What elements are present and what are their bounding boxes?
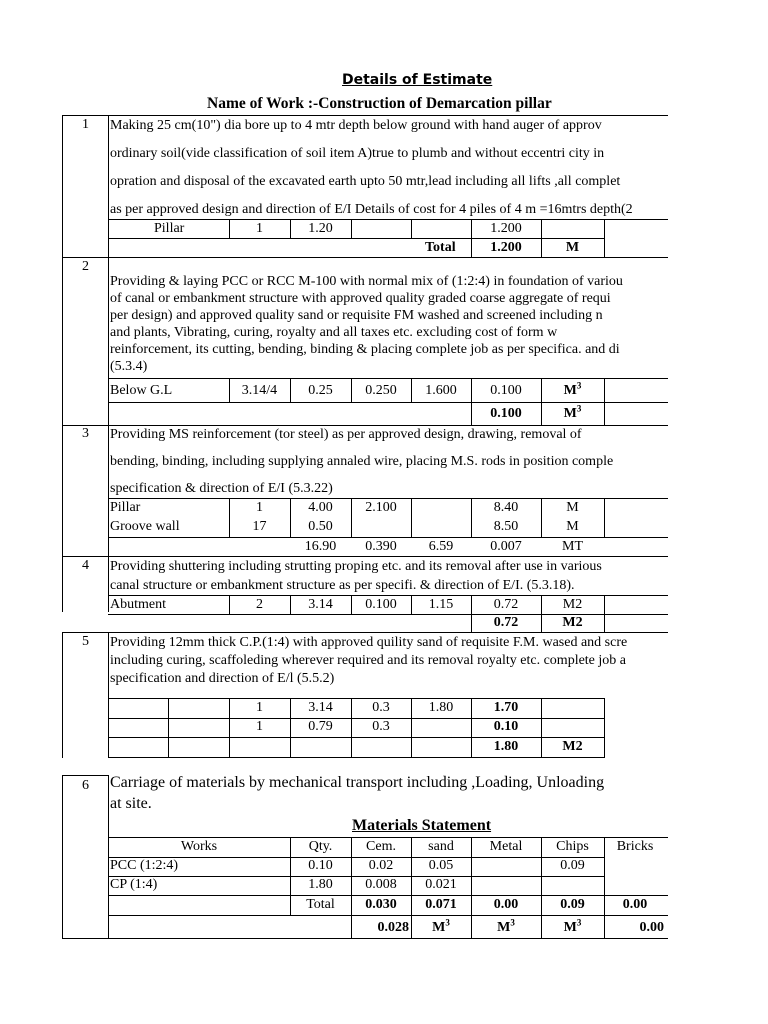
cell: 0.3 <box>372 719 390 734</box>
total-label: Total <box>425 240 456 255</box>
row-label: Abutment <box>110 597 166 612</box>
cell: 0.25 <box>308 383 333 398</box>
cell: 2 <box>256 597 263 612</box>
total-value: 1.80 <box>493 739 519 754</box>
item-description-line: of canal or embankment structure with approved quality graded coarse aggregate of requi <box>110 291 611 306</box>
rule <box>411 498 412 537</box>
rule <box>62 775 63 938</box>
rule <box>604 698 605 757</box>
cell: 0.250 <box>365 383 397 398</box>
item-description-line: Providing & laying PCC or RCC M-100 with normal mix of (1:2:4) in foundation of variou <box>110 274 623 289</box>
cell: 17 <box>252 519 267 534</box>
cell: 1.200 <box>490 221 522 236</box>
item-number: 6 <box>82 778 89 793</box>
name-of-work: Name of Work :-Construction of Demarcation pillar <box>207 95 552 112</box>
rule <box>108 915 668 916</box>
rule <box>62 775 108 776</box>
cell: 1.70 <box>493 700 519 715</box>
rule <box>62 257 668 258</box>
rule <box>62 115 668 116</box>
cell: 1 <box>256 221 263 236</box>
cell: 3.14 <box>308 597 333 612</box>
unit-cell: $M^3$ <box>432 917 450 935</box>
unit-cell: M <box>566 500 579 515</box>
rule <box>351 219 352 238</box>
item-number: 2 <box>82 259 89 274</box>
total-value: 0.00 <box>622 897 648 912</box>
cell: 8.40 <box>493 500 519 515</box>
column-header: Chips <box>556 839 589 854</box>
cell: 0.09 <box>560 858 585 873</box>
item-description-line: Carriage of materials by mechanical transport including ,Loading, Unloading <box>110 774 605 791</box>
rule <box>108 238 605 239</box>
cell: 0.007 <box>490 539 522 554</box>
cell: 0.79 <box>308 719 333 734</box>
item-description-line: Providing 12mm thick C.P.(1:4) with approved quility sand of requisite F.M. wased and scre <box>110 635 628 650</box>
unit-cell: $M^3$ <box>563 917 582 935</box>
row-label: Below G.L <box>110 383 173 398</box>
rule <box>108 378 668 379</box>
cell: 1.80 <box>308 877 333 892</box>
item-description-line: bending, binding, including supplying annaled wire, placing M.S. rods in position comple <box>110 454 614 469</box>
estimate-heading: Details of Estimate <box>342 72 493 88</box>
item-description-line: specification & direction of E/I (5.3.22) <box>110 481 333 496</box>
column-header: Cem. <box>366 839 396 854</box>
cell: 0.021 <box>425 877 457 892</box>
rule <box>108 698 605 699</box>
cell: 0.05 <box>428 858 454 873</box>
total-unit: M2 <box>562 615 583 630</box>
rule <box>604 219 605 257</box>
item-description-line: specification and direction of E/l (5.5.2) <box>110 671 335 686</box>
total-value: 0.00 <box>493 897 519 912</box>
cell: 1 <box>256 700 263 715</box>
item-description-line: reinforcement, its cutting, bending, binding & placing complete job as per specifica. and di <box>110 342 620 357</box>
item-description-line: and plants, Vibrating, curing, royalty and all taxes etc. excluding cost of form w <box>110 325 558 340</box>
cell: 4.00 <box>308 500 333 515</box>
rule <box>108 595 668 596</box>
item-description-line: Providing shuttering including strutting proping etc. and its removal after use in various <box>110 559 602 574</box>
item-description-line: at site. <box>110 795 152 812</box>
rule <box>62 425 668 426</box>
item-description-line: Making 25 cm(10") dia bore up to 4 mtr depth below ground with hand auger of approv <box>110 118 602 133</box>
total-unit: M <box>565 240 580 255</box>
rule <box>108 837 668 838</box>
total-value: 0.071 <box>425 897 457 912</box>
cell: 1 <box>256 500 263 515</box>
rule <box>62 632 668 633</box>
rule <box>108 219 668 220</box>
rule <box>604 498 605 537</box>
cell: 16.90 <box>304 539 337 554</box>
item-description-line: (5.3.4) <box>110 359 148 374</box>
rule <box>108 737 605 738</box>
converted-value: 0.00 <box>639 920 664 935</box>
item-number: 5 <box>82 634 89 649</box>
cell: 8.50 <box>493 519 519 534</box>
cell: 3.14 <box>308 700 333 715</box>
cell: 0.100 <box>365 597 397 612</box>
cell: 1 <box>256 719 263 734</box>
column-header: sand <box>428 839 454 854</box>
row-label: Pillar <box>110 500 141 515</box>
row-label: Pillar <box>154 221 185 236</box>
materials-title: Materials Statement <box>352 817 492 834</box>
unit-cell: M2 <box>562 597 583 612</box>
cell: 6.59 <box>428 539 454 554</box>
cell: 1.80 <box>428 700 454 715</box>
rule <box>108 498 668 499</box>
cell: 0.02 <box>368 858 394 873</box>
cell: 1.20 <box>308 221 333 236</box>
cell: 1.15 <box>428 597 454 612</box>
rule <box>108 402 668 403</box>
rule <box>108 632 109 758</box>
rule <box>62 556 668 557</box>
rule <box>411 219 412 238</box>
item-description-line: Providing MS reinforcement (tor steel) as per approved design, drawing, removal of <box>110 427 582 442</box>
unit-cell: M <box>566 519 579 534</box>
rule <box>108 895 668 896</box>
rule <box>604 378 605 425</box>
rule <box>62 115 63 612</box>
unit-cell: $M^3$ <box>563 380 582 398</box>
cell: 0.10 <box>493 719 519 734</box>
column-header: Metal <box>489 839 523 854</box>
item-description-line: per design) and approved quality sand or requisite FM washed and screened including n <box>110 308 603 323</box>
total-value: 0.09 <box>560 897 585 912</box>
rule <box>62 938 668 939</box>
item-description-line: including curing, scaffoleding wherever required and its removal royalty etc. complete job a <box>110 653 627 668</box>
rule <box>168 698 169 757</box>
cell: 0.008 <box>365 877 397 892</box>
cell: 0.10 <box>308 858 333 873</box>
rule <box>62 632 63 758</box>
item-number: 3 <box>82 426 89 441</box>
item-number: 4 <box>82 558 89 573</box>
rule <box>108 757 605 758</box>
cell: 1.600 <box>425 383 457 398</box>
total-value: 1.200 <box>490 240 522 255</box>
cell: 0.390 <box>365 539 397 554</box>
cell: 0.50 <box>308 519 333 534</box>
item-description-line: ordinary soil(vide classification of soil item A)true to plumb and without eccentri city in <box>110 146 605 161</box>
item-number: 1 <box>82 117 89 132</box>
rule <box>604 595 605 632</box>
cell: 3.14/4 <box>241 383 278 398</box>
cell: 0.72 <box>493 597 519 612</box>
unit-cell: $M^3$ <box>497 917 515 935</box>
cell: 0.3 <box>372 700 390 715</box>
row-label: CP (1:4) <box>110 877 158 892</box>
unit-cell: MT <box>562 539 583 554</box>
total-value: 0.030 <box>365 897 397 912</box>
total-unit: $M^3$ <box>563 403 582 421</box>
total-value: 0.100 <box>490 406 522 421</box>
converted-value: 0.028 <box>377 920 409 935</box>
item-description-line: as per approved design and direction of E/I Details of cost for 4 piles of 4 m =16mtrs depth(2 <box>110 202 633 217</box>
column-header: Bricks <box>616 839 654 854</box>
total-unit: M2 <box>562 739 583 754</box>
cell: 2.100 <box>365 500 397 515</box>
item-description-line: canal structure or embankment structure as per specifi. & direction of E/I. (5.3.18). <box>110 578 575 593</box>
cell: 0.100 <box>490 383 522 398</box>
item-description-line: opration and disposal of the excavated earth upto 50 mtr,lead including all lifts ,all complet <box>110 174 621 189</box>
column-header: Works <box>180 839 218 854</box>
rule <box>108 537 668 538</box>
total-label: Total <box>306 897 335 912</box>
total-value: 0.72 <box>493 615 519 630</box>
column-header: Qty. <box>308 839 333 854</box>
row-label: PCC (1:2:4) <box>110 858 179 873</box>
row-label: Groove wall <box>110 519 180 534</box>
